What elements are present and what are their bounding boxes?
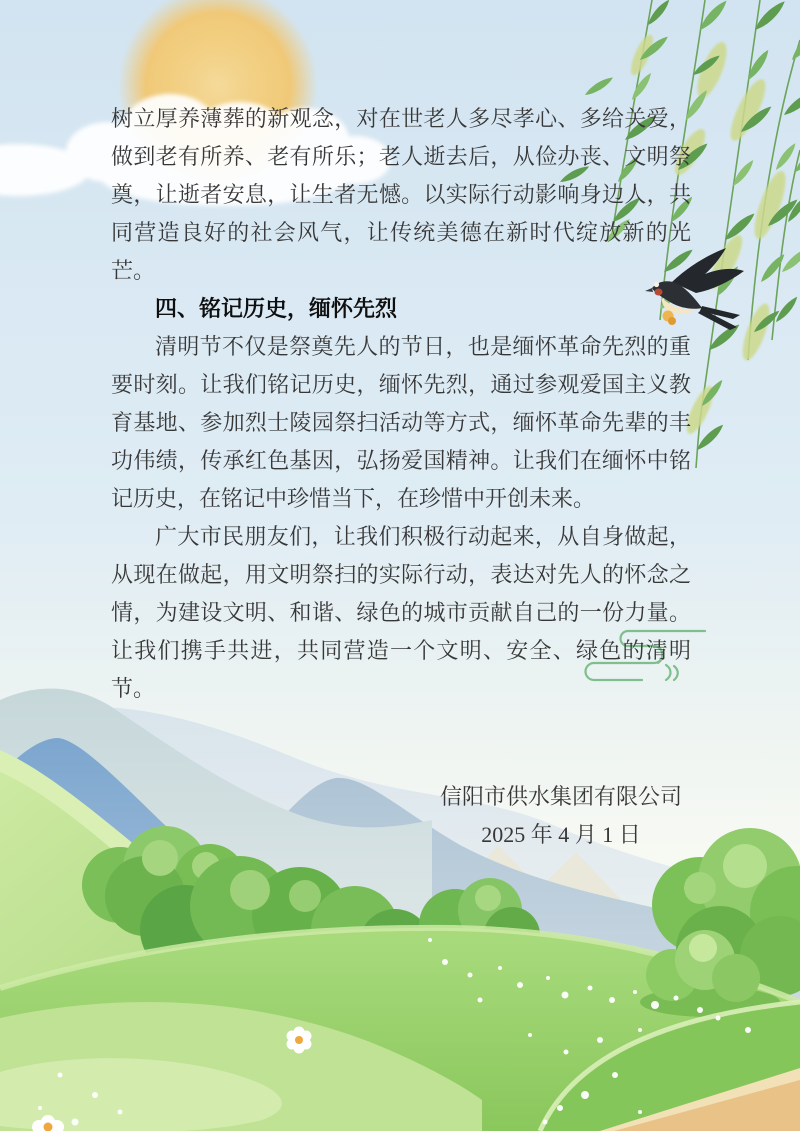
notice-body (111, 100, 691, 708)
signature-block (406, 778, 716, 854)
paragraph-2: 清明节不仅是祭奠先人的节日，也是缅怀革命先烈的重要时刻。让我们铭记历史，缅怀先烈，通过参观爱国主义教育基地、参加烈士陵园祭扫活动等方式，缅怀革命先辈的丰功伟绩，传承红色基因，弘扬爱国精神。让我们在缅怀中铭记历史，在铭记中珍惜当下，在珍惜中开创未来。 (111, 334, 691, 511)
paragraph-continued: 树立厚养薄葬的新观念，对在世老人多尽孝心、多给关爱，做到老有所养、老有所乐；老人逝去后，从俭办丧、文明祭奠，让逝者安息，让生者无憾。以实际行动影响身边人，共同营造良好的社会风气，让传统美德在新时代绽放新的光芒。 (111, 106, 691, 283)
paragraph-3: 广大市民朋友们，让我们积极行动起来，从自身做起，从现在做起，用文明祭扫的实际行动，表达对先人的怀念之情，为建设文明、和谐、绿色的城市贡献自己的一份力量。让我们携手共进，共同营造一个文明、安全、绿色的清明节。 (111, 524, 691, 701)
signature-date: 2025 年 4 月 1 日 (481, 822, 641, 847)
section-heading: 四、铭记历史，缅怀先烈 (155, 296, 398, 321)
signature-organization: 信阳市供水集团有限公司 (439, 784, 682, 809)
meadow-illustration (0, 928, 800, 1131)
